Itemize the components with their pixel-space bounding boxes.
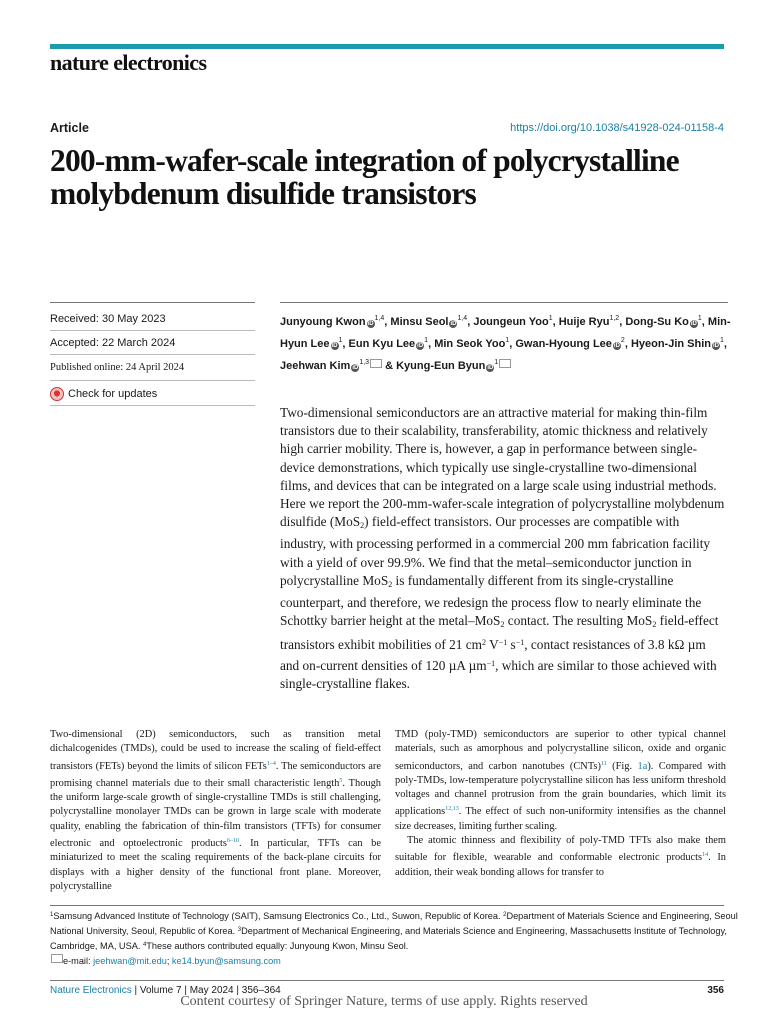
author-name[interactable]: Kyung-Eun Byun — [396, 359, 486, 372]
author-name[interactable]: Junyoung Kwon — [280, 316, 366, 328]
doi-link[interactable]: https://doi.org/10.1038/s41928-024-01158-4 — [510, 122, 724, 134]
affiliations-footnote: $^1$Samsung Advanced Institute of Technology (SAIT), Samsung Electronics Co., Ltd., Suwon, Republic of Korea. $^2$Department of Materials Science and Engineering, Seoul National University, Seoul, Republic of Korea. $^3$Department of Mechanical Engineering, and Materials Science and Engineering, Massachusetts Institute of Technology, Cambridge, MA, USA. $^4$These authors contributed equally: Junyoung Kwon, Minsu Seol. e-mail: jeehwan@mit.edu; ke14.byun@samsung.com — [50, 911, 738, 966]
affiliation-marker: 1,2 — [609, 315, 620, 322]
affiliation-marker: 1 — [548, 315, 553, 322]
affiliation-marker: 1,4 — [457, 315, 468, 322]
affiliation-marker: 1 — [720, 336, 724, 344]
affiliation-marker: 1 — [697, 315, 702, 322]
body-paragraph: Two-dimensional (2D) semiconductors, such as transition metal dichalcogenides (TMDs), could be used to increase the scaling of field-effect transistors (FETs) beyond the limits of silicon FETs$^{1-4}$. The semiconductors are promising channel materials due to their small characteristic length$^5$. Though the uniform large-scale growth of single-crystalline TMDs is still challenging, polycrystalline monolayer TMDs can be grown in large scale with moderate quality, enabling the fabrication of thin-film transistors (TFTs) for consumer electronic and optoelectronic products$^{6-10}$. In particular, TFTs can be miniaturized to meet the scaling requirements of the back-plane circuits for displays with a higher density of the functional front plane. Moreover, polycrystalline — [50, 729, 381, 892]
orcid-icon[interactable]: iD — [450, 321, 457, 327]
orcid-icon[interactable]: iD — [352, 364, 359, 371]
affiliation-marker: 1 — [494, 358, 499, 366]
footnote-divider — [50, 905, 724, 906]
article-type: Article — [50, 121, 89, 135]
footer-journal[interactable]: Nature Electronics — [50, 985, 132, 996]
footer-divider — [50, 980, 724, 981]
page-number: 356 — [707, 985, 724, 996]
crossmark-icon — [50, 387, 64, 401]
courtesy-watermark: Content courtesy of Springer Nature, terms of use apply. Rights reserved — [180, 994, 588, 1009]
orcid-icon[interactable]: iD — [690, 321, 697, 327]
orcid-icon[interactable]: iD — [417, 342, 424, 349]
affiliation-marker: 1 — [338, 336, 343, 344]
divider — [50, 302, 255, 303]
orcid-icon[interactable]: iD — [487, 364, 494, 371]
author-name[interactable]: Min Seok Yoo — [434, 337, 506, 350]
divider — [50, 405, 255, 406]
author-name[interactable]: Gwan-Hyoung Lee — [515, 337, 612, 350]
affiliation-marker: 1,4 — [374, 315, 385, 322]
check-updates-button[interactable] — [50, 387, 157, 401]
email-icon[interactable] — [370, 359, 382, 368]
divider — [50, 330, 255, 331]
author-name[interactable]: Dong-Su Ko — [625, 316, 689, 328]
journal-name: nature electronics — [50, 50, 207, 75]
footer-citation: Nature Electronics | Volume 7 | May 2024 | 356–364 — [50, 985, 281, 996]
orcid-icon[interactable]: iD — [613, 342, 620, 349]
author-list: Junyoung Kwon iD$^{1,4}$, Minsu Seol iD$^{1,4}$, Joungeun Yoo$^1$, Huije Ryu$^{1,2}$, Dong-Su Ko $iD^1$, Min-Hyun Lee $iD^1$, Eun Kyu Lee $iD^1$, Min Seok Yoo$^1$, Gwan-Hyoung Lee $iD^2$, Hyeon-Jin Shin $iD^1$, Jeehwan Kim iD$^{1,3}$ & Kyung-Eun Byun $iD^1$ — [280, 315, 731, 372]
received-date: Received: 30 May 2023 — [50, 313, 166, 325]
figure-reference[interactable]: 1a — [637, 760, 648, 772]
email-icon[interactable] — [499, 359, 511, 368]
body-paragraph: The atomic thinness and flexibility of poly-TMD TFTs also make them suitable for flexible, wearable and conformable electronic products$^{14}$. In addition, their weak bonding allows for transfer to — [395, 835, 726, 878]
divider — [50, 380, 255, 381]
orcid-icon[interactable]: iD — [367, 321, 374, 327]
divider — [50, 354, 255, 355]
abstract: Two-dimensional semiconductors are an attractive material for making thin-film transistors due to their scalability, transferability, atomic thickness and relatively high carrier mobility. There is, however, a gap in performance between single-device demonstrations, which typically use single-crystalline two-dimensional films, and devices that can be integrated on a large scale using industrial methods. Here we report the 200-mm-wafer-scale integration of polycrystalline molybdenum disulfide (MoS$_2$) field-effect transistors. Our processes are compatible with industry, with processing performed in a commercial 200 mm fabrication facility with a yield of over 99.9%. We find that the metal–semiconductor junction in polycrystalline MoS$_2$ is fundamentally different from its single-crystalline counterpart, and therefore, we redesign the process flow to nearly eliminate the Schottky barrier height at the metal–MoS$_2$ contact. The resulting MoS$_2$ field-effect transistors exhibit mobilities of 21 $cm^2$ $V^{-1}$ $s^{-1}$, contact resistances of 3.8 kΩ µm and on-current densities of 120 µA µm$^{-1}$, which are similar to those achieved with single-crystalline flakes. — [280, 405, 725, 691]
author-name[interactable]: Jeehwan Kim — [280, 359, 351, 372]
journal-accent-bar — [50, 44, 724, 49]
published-date: Published online: 24 April 2024 — [50, 362, 185, 373]
body-column-right — [395, 728, 726, 880]
author-name[interactable]: Joungeun Yoo — [473, 316, 549, 328]
affiliation-marker: 2 — [620, 336, 625, 344]
orcid-icon[interactable]: iD — [331, 342, 338, 349]
affiliation-marker: 1 — [505, 336, 510, 344]
check-updates-label: Check for updates — [68, 388, 158, 400]
body-column-left — [50, 728, 381, 894]
email-link[interactable]: jeehwan@mit.edu — [93, 955, 167, 966]
affiliation-marker: 1,3 — [359, 358, 370, 366]
author-name[interactable]: Min-Hyun Lee — [280, 316, 731, 350]
accepted-date: Accepted: 22 March 2024 — [50, 337, 176, 349]
author-name[interactable]: Hyeon-Jin Shin — [630, 337, 711, 350]
body-paragraph: TMD (poly-TMD) semiconductors are superior to other typical channel materials, such as amorphous and polycrystalline silicon, oxide and organic semiconductors, and carbon nanotubes (CNTs)$^{11}$ (Fig. 1a). Compared with poly-TMDs, low-temperature polycrystalline silicon has less uniform threshold voltages and channel protrusion from the grain boundaries, which limit its applications$^{12,13}$. The effect of such non-uniformity intensifies as the channel size decreases, limiting further scaling. — [395, 729, 726, 832]
affiliation-marker: 1 — [424, 336, 429, 344]
email-link[interactable]: ke14.byun@samsung.com — [171, 955, 281, 966]
author-name[interactable]: Eun Kyu Lee — [348, 337, 416, 350]
email-icon — [51, 954, 63, 963]
divider — [280, 302, 728, 303]
author-name[interactable]: Huije Ryu — [558, 316, 610, 328]
article-title: 200-mm-wafer-scale integration of polycrystalline molybdenum disulfide transistors — [50, 143, 679, 211]
orcid-icon[interactable]: iD — [713, 342, 719, 349]
author-name[interactable]: Minsu Seol — [390, 316, 449, 328]
